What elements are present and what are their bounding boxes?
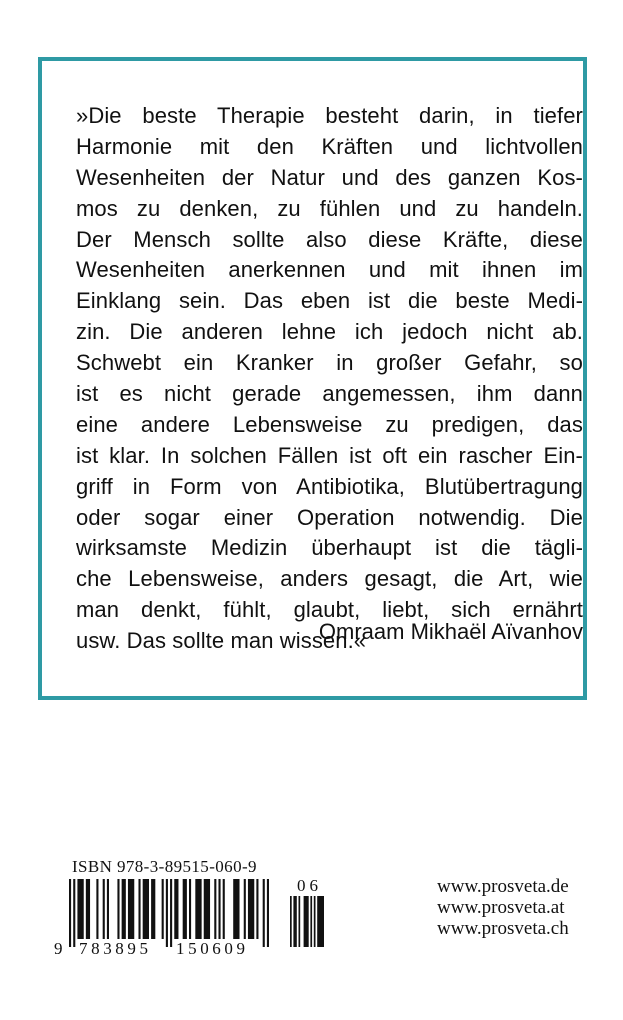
quote-line: che Lebensweise, anders gesagt, die Art, wie: [76, 566, 583, 592]
barcode-bar: [117, 879, 119, 939]
addon-bar: [304, 896, 309, 947]
quote-line: Einklang sein. Das eben ist die beste Medi-: [76, 288, 583, 314]
barcode-bar: [189, 879, 191, 939]
quote-text: [76, 101, 583, 657]
addon-barcode: [290, 896, 324, 947]
addon-bar: [310, 896, 312, 947]
barcode-bar: [233, 879, 239, 939]
isbn-label: ISBN 978-3-89515-060-9: [72, 857, 257, 876]
barcode-bar: [103, 879, 105, 939]
quote-line: Harmonie mit den Kräften und lichtvollen: [76, 133, 583, 159]
quote-line: oder sogar einer Operation notwendig. Die: [76, 504, 583, 530]
addon-bar: [299, 896, 301, 947]
barcode-bar: [107, 879, 109, 939]
isbn-barcode: [69, 879, 269, 947]
website-link-de[interactable]: www.prosveta.de: [437, 876, 569, 897]
barcode-bar: [256, 879, 258, 939]
barcode-guard-bar: [267, 879, 269, 947]
quote-line: wirksamste Medizin überhaupt ist die tägli-: [76, 535, 583, 561]
barcode-bar: [223, 879, 225, 939]
website-list: [437, 876, 569, 939]
barcode-guard-bar: [263, 879, 265, 947]
barcode-bar: [122, 879, 126, 939]
quote-line: Wesenheiten anerkennen und mit ihnen im: [76, 257, 583, 283]
quote-line: ist klar. In solchen Fällen ist oft ein rascher Ein-: [76, 442, 583, 468]
barcode-bar: [244, 879, 246, 939]
addon-bar: [290, 896, 292, 947]
quote-line: usw. Das sollte man wissen.«: [76, 628, 367, 654]
barcode-guard-bar: [73, 879, 75, 947]
barcode-guard-bar: [166, 879, 168, 947]
barcode-bar: [204, 879, 210, 939]
quote-line: mos zu denken, zu fühlen und zu handeln.: [76, 195, 583, 221]
quote-line: man denkt, fühlt, glaubt, liebt, sich ernährt: [76, 597, 583, 623]
quote-line: ist es nicht gerade angemessen, ihm dann: [76, 381, 583, 407]
barcode-right-digits: 150609: [176, 939, 249, 958]
addon-bar: [293, 896, 296, 947]
quote-line: griff in Form von Antibiotika, Blutübertragung: [76, 473, 583, 499]
barcode-bar: [174, 879, 178, 939]
website-link-ch[interactable]: www.prosveta.ch: [437, 918, 569, 939]
barcode-bar: [151, 879, 155, 939]
barcode-bar: [195, 879, 201, 939]
barcode-bar: [138, 879, 140, 939]
addon-bar: [317, 896, 324, 947]
barcode-first-digit: 9: [54, 939, 63, 958]
barcode-bar: [128, 879, 134, 939]
addon-digits: 06: [297, 876, 322, 895]
quote-line: Der Mensch sollte also diese Kräfte, diese: [76, 226, 583, 252]
quote-author: Omraam Mikhaël Aïvanhov: [318, 619, 583, 644]
quote-line: Schwebt ein Kranker in großer Gefahr, so: [76, 350, 583, 376]
barcode-bar: [96, 879, 98, 939]
barcode-guard-bar: [170, 879, 172, 947]
barcode-bar: [218, 879, 220, 939]
barcode-bar: [214, 879, 216, 939]
addon-bar: [314, 896, 316, 947]
barcode-bar: [248, 879, 254, 939]
barcode-bar: [86, 879, 90, 939]
quote-line: Wesenheiten der Natur und des ganzen Kos-: [76, 164, 583, 190]
quote-line: »Die beste Therapie besteht darin, in tiefer: [76, 103, 583, 128]
quote-line: eine andere Lebensweise zu predigen, das: [76, 411, 583, 437]
barcode-bar: [77, 879, 83, 939]
barcode-guard-bar: [69, 879, 71, 947]
barcode-bar: [183, 879, 187, 939]
quote-line: zin. Die anderen lehne ich jedoch nicht ab.: [76, 319, 583, 345]
barcode-bar: [143, 879, 149, 939]
barcode-left-digits: 783895: [79, 939, 152, 958]
barcode-bar: [162, 879, 164, 939]
website-link-at[interactable]: www.prosveta.at: [437, 897, 565, 918]
